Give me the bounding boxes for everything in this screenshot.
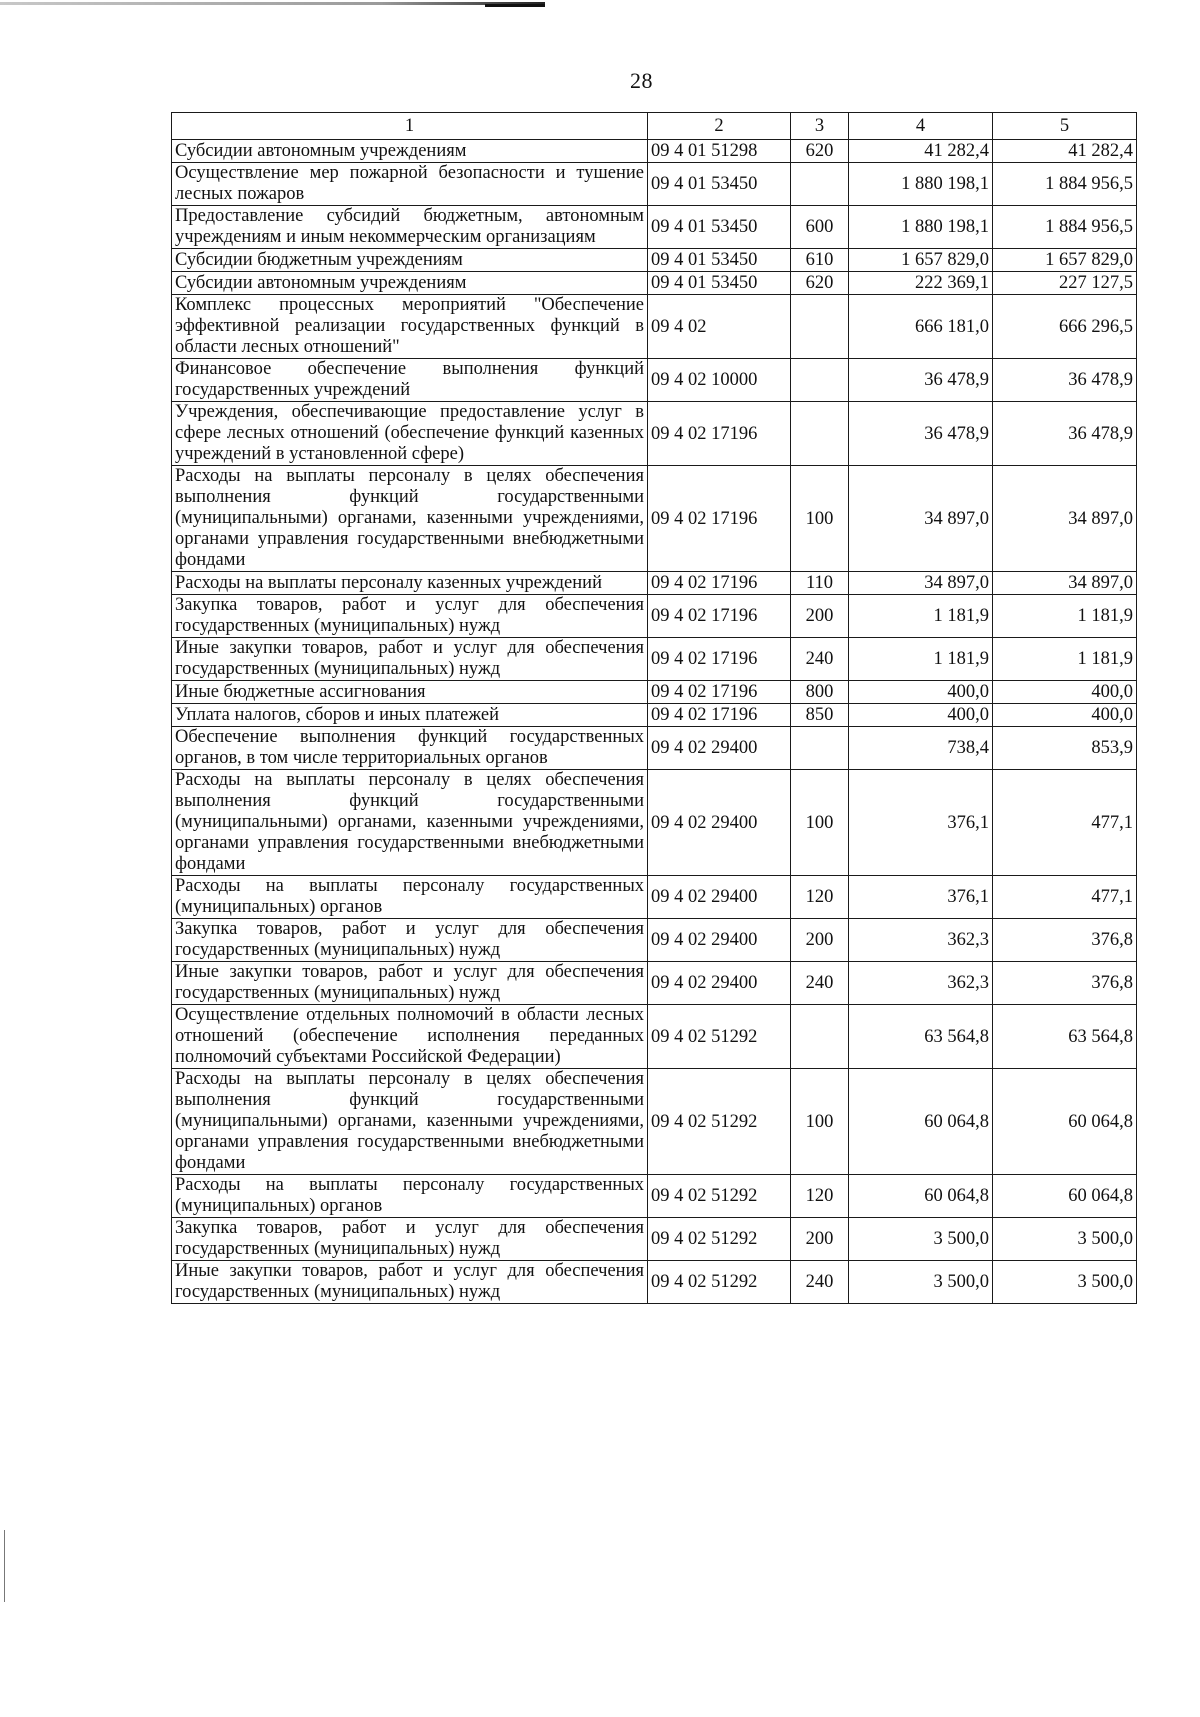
header-cell-value-2: 5 [993,113,1137,140]
table-row [172,402,1137,466]
row-value-2-cell: 227 127,5 [993,272,1137,295]
row-type-cell: 200 [791,595,849,638]
table-row [172,876,1137,919]
row-name-cell: Иные закупки товаров, работ и услуг для обеспечения государственных (муниципальных) нужд [172,638,648,681]
row-value-2-cell: 1 181,9 [993,595,1137,638]
row-value-2-cell: 1 657 829,0 [993,249,1137,272]
row-value-1-cell: 36 478,9 [849,402,993,466]
row-name-cell: Закупка товаров, работ и услуг для обеспечения государственных (муниципальных) нужд [172,595,648,638]
row-value-1-cell: 63 564,8 [849,1005,993,1069]
table-row [172,919,1137,962]
row-name-cell: Расходы на выплаты персоналу в целях обеспечения выполнения функций государственными (муниципальными) органами, казенными учреждениями, органами управления государственными внебюджетными фондами [172,466,648,572]
table-row [172,572,1137,595]
row-name-cell: Расходы на выплаты персоналу государственных (муниципальных) органов [172,1175,648,1218]
table-row [172,595,1137,638]
row-code-cell: 09 4 02 51292 [648,1261,791,1304]
table-row [172,1261,1137,1304]
row-code-cell: 09 4 02 17196 [648,704,791,727]
row-name-cell: Осуществление мер пожарной безопасности и тушение лесных пожаров [172,163,648,206]
row-value-2-cell: 34 897,0 [993,466,1137,572]
row-value-2-cell: 60 064,8 [993,1069,1137,1175]
row-code-cell: 09 4 02 [648,295,791,359]
row-code-cell: 09 4 02 29400 [648,919,791,962]
row-value-1-cell: 60 064,8 [849,1175,993,1218]
row-code-cell: 09 4 02 17196 [648,572,791,595]
row-code-cell: 09 4 02 51292 [648,1175,791,1218]
row-value-1-cell: 1 181,9 [849,638,993,681]
row-value-1-cell: 400,0 [849,681,993,704]
row-type-cell: 100 [791,770,849,876]
row-value-1-cell: 36 478,9 [849,359,993,402]
table-row [172,140,1137,163]
row-type-cell: 240 [791,638,849,681]
table-row [172,638,1137,681]
row-code-cell: 09 4 01 51298 [648,140,791,163]
row-name-cell: Учреждения, обеспечивающие предоставление услуг в сфере лесных отношений (обеспечение функций казенных учреждений в установленной сфере) [172,402,648,466]
row-value-1-cell: 362,3 [849,962,993,1005]
row-value-2-cell: 477,1 [993,876,1137,919]
table-row [172,249,1137,272]
row-code-cell: 09 4 02 29400 [648,962,791,1005]
row-value-1-cell: 41 282,4 [849,140,993,163]
row-type-cell [791,359,849,402]
row-name-cell: Закупка товаров, работ и услуг для обеспечения государственных (муниципальных) нужд [172,1218,648,1261]
row-type-cell: 110 [791,572,849,595]
row-code-cell: 09 4 02 29400 [648,727,791,770]
row-type-cell [791,295,849,359]
scan-edge-mark-dark [485,4,545,7]
table-row [172,704,1137,727]
row-value-1-cell: 34 897,0 [849,572,993,595]
table-row [172,1218,1137,1261]
row-code-cell: 09 4 02 51292 [648,1069,791,1175]
row-type-cell: 100 [791,466,849,572]
row-type-cell: 200 [791,919,849,962]
row-value-1-cell: 1 880 198,1 [849,163,993,206]
row-value-1-cell: 1 880 198,1 [849,206,993,249]
row-name-cell: Уплата налогов, сборов и иных платежей [172,704,648,727]
row-value-2-cell: 666 296,5 [993,295,1137,359]
row-type-cell: 850 [791,704,849,727]
row-code-cell: 09 4 02 51292 [648,1005,791,1069]
table-row [172,206,1137,249]
table-row [172,681,1137,704]
row-value-1-cell: 222 369,1 [849,272,993,295]
row-value-2-cell: 400,0 [993,681,1137,704]
row-value-1-cell: 3 500,0 [849,1261,993,1304]
row-type-cell: 100 [791,1069,849,1175]
table-row [172,962,1137,1005]
table-row [172,295,1137,359]
row-name-cell: Закупка товаров, работ и услуг для обеспечения государственных (муниципальных) нужд [172,919,648,962]
row-value-1-cell: 666 181,0 [849,295,993,359]
row-value-2-cell: 376,8 [993,919,1137,962]
row-value-2-cell: 1 884 956,5 [993,163,1137,206]
table-header-row [172,113,1137,140]
row-value-2-cell: 41 282,4 [993,140,1137,163]
row-value-1-cell: 738,4 [849,727,993,770]
row-code-cell: 09 4 01 53450 [648,206,791,249]
table-row [172,1069,1137,1175]
row-type-cell: 240 [791,1261,849,1304]
row-code-cell: 09 4 01 53450 [648,163,791,206]
row-type-cell: 200 [791,1218,849,1261]
row-value-1-cell: 1 181,9 [849,595,993,638]
page-number: 28 [630,68,653,93]
row-value-2-cell: 376,8 [993,962,1137,1005]
row-value-2-cell: 3 500,0 [993,1261,1137,1304]
header-cell-name: 1 [172,113,648,140]
header-cell-code: 2 [648,113,791,140]
row-name-cell: Расходы на выплаты персоналу в целях обеспечения выполнения функций государственными (муниципальными) органами, казенными учреждениями, органами управления государственными внебюджетными фондами [172,770,648,876]
row-value-2-cell: 34 897,0 [993,572,1137,595]
row-name-cell: Субсидии автономным учреждениям [172,140,648,163]
row-name-cell: Расходы на выплаты персоналу казенных учреждений [172,572,648,595]
row-value-2-cell: 63 564,8 [993,1005,1137,1069]
row-value-1-cell: 34 897,0 [849,466,993,572]
row-value-1-cell: 376,1 [849,770,993,876]
row-value-2-cell: 853,9 [993,727,1137,770]
row-code-cell: 09 4 02 17196 [648,466,791,572]
row-type-cell: 120 [791,1175,849,1218]
row-code-cell: 09 4 02 17196 [648,681,791,704]
header-cell-value-1: 4 [849,113,993,140]
row-value-2-cell: 36 478,9 [993,402,1137,466]
budget-table [171,112,1137,1304]
table-row [172,466,1137,572]
table-row [172,359,1137,402]
row-name-cell: Иные бюджетные ассигнования [172,681,648,704]
row-code-cell: 09 4 02 17196 [648,402,791,466]
scan-left-edge-line [4,1530,5,1602]
row-value-1-cell: 362,3 [849,919,993,962]
row-type-cell [791,163,849,206]
scan-edge-mark [0,2,545,5]
row-value-2-cell: 36 478,9 [993,359,1137,402]
row-name-cell: Иные закупки товаров, работ и услуг для обеспечения государственных (муниципальных) нужд [172,1261,648,1304]
row-type-cell: 610 [791,249,849,272]
row-code-cell: 09 4 01 53450 [648,249,791,272]
table-row [172,770,1137,876]
row-name-cell: Иные закупки товаров, работ и услуг для обеспечения государственных (муниципальных) нужд [172,962,648,1005]
row-value-1-cell: 60 064,8 [849,1069,993,1175]
row-value-2-cell: 1 884 956,5 [993,206,1137,249]
row-name-cell: Субсидии автономным учреждениям [172,272,648,295]
row-type-cell: 620 [791,272,849,295]
table-row [172,1005,1137,1069]
row-value-2-cell: 477,1 [993,770,1137,876]
row-name-cell: Расходы на выплаты персоналу в целях обеспечения выполнения функций государственными (муниципальными) органами, казенными учреждениями, органами управления государственными внебюджетными фондами [172,1069,648,1175]
table-row [172,727,1137,770]
row-name-cell: Обеспечение выполнения функций государственных органов, в том числе территориальных органов [172,727,648,770]
row-value-2-cell: 400,0 [993,704,1137,727]
row-value-1-cell: 3 500,0 [849,1218,993,1261]
row-name-cell: Субсидии бюджетным учреждениям [172,249,648,272]
row-type-cell: 620 [791,140,849,163]
row-type-cell [791,1005,849,1069]
row-code-cell: 09 4 02 51292 [648,1218,791,1261]
row-type-cell: 120 [791,876,849,919]
row-name-cell: Расходы на выплаты персоналу государственных (муниципальных) органов [172,876,648,919]
row-value-1-cell: 376,1 [849,876,993,919]
row-name-cell: Осуществление отдельных полномочий в области лесных отношений (обеспечение исполнения переданных полномочий субъектами Российской Федерации) [172,1005,648,1069]
table-row [172,1175,1137,1218]
table-row [172,163,1137,206]
row-code-cell: 09 4 02 29400 [648,770,791,876]
row-type-cell: 800 [791,681,849,704]
row-type-cell: 600 [791,206,849,249]
row-value-2-cell: 1 181,9 [993,638,1137,681]
row-type-cell [791,727,849,770]
row-code-cell: 09 4 02 17196 [648,638,791,681]
row-code-cell: 09 4 01 53450 [648,272,791,295]
row-value-1-cell: 400,0 [849,704,993,727]
row-value-2-cell: 60 064,8 [993,1175,1137,1218]
row-code-cell: 09 4 02 17196 [648,595,791,638]
row-name-cell: Финансовое обеспечение выполнения функций государственных учреждений [172,359,648,402]
table-row [172,272,1137,295]
row-type-cell: 240 [791,962,849,1005]
row-code-cell: 09 4 02 29400 [648,876,791,919]
table-body [172,113,1137,1304]
row-name-cell: Предоставление субсидий бюджетным, автономным учреждениям и иным некоммерческим организациям [172,206,648,249]
header-cell-type: 3 [791,113,849,140]
row-name-cell: Комплекс процессных мероприятий "Обеспечение эффективной реализации государственных функций в области лесных отношений" [172,295,648,359]
row-code-cell: 09 4 02 10000 [648,359,791,402]
row-value-1-cell: 1 657 829,0 [849,249,993,272]
row-value-2-cell: 3 500,0 [993,1218,1137,1261]
row-type-cell [791,402,849,466]
